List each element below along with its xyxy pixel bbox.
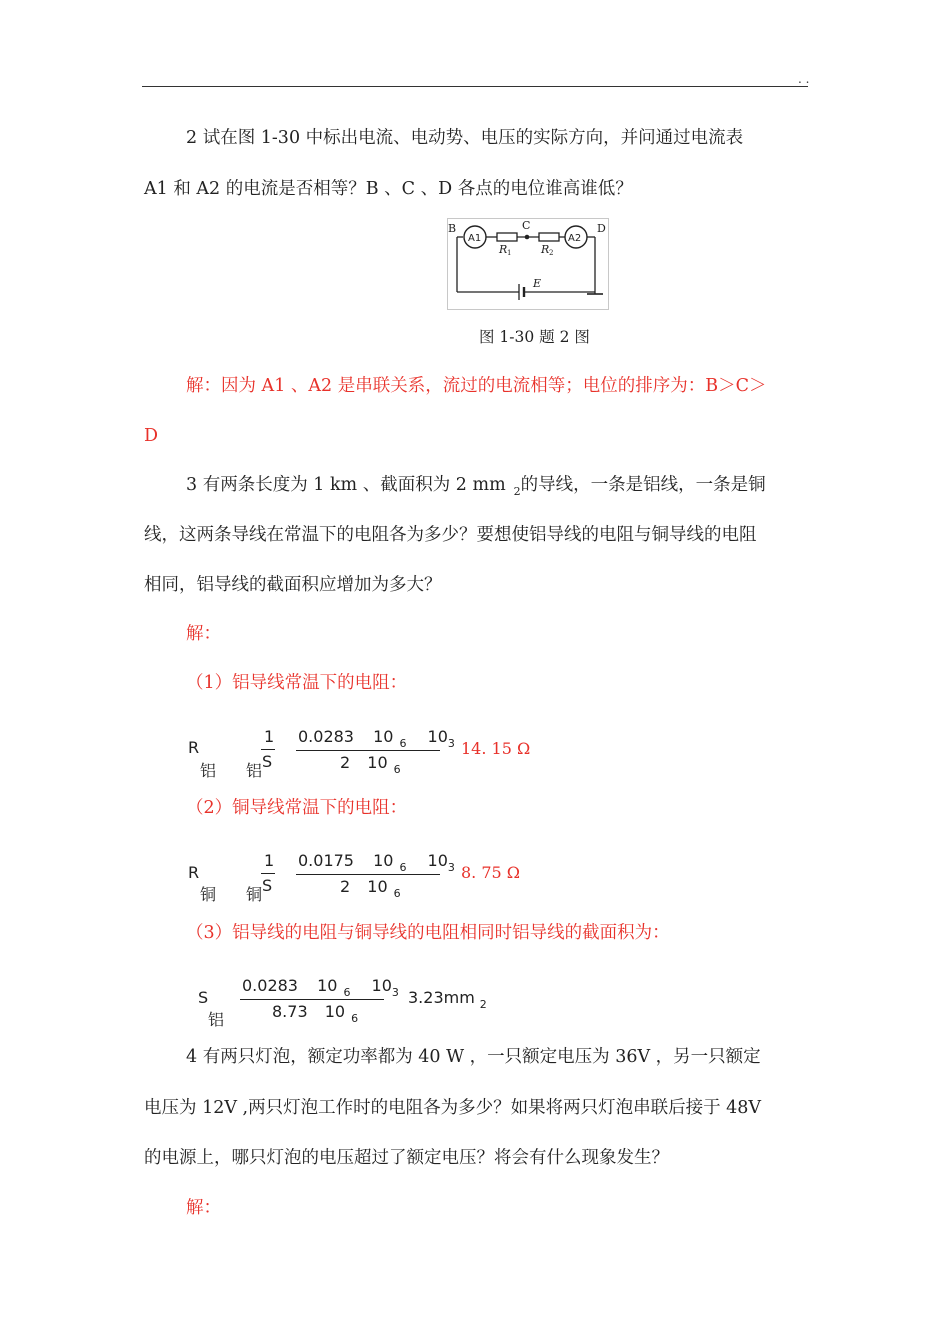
part3-num-exp1: 6	[343, 986, 351, 999]
q2-answer-line1: 解：因为 A1 、A2 是串联关系，流过的电流相等；电位的排序为：B＞C＞	[186, 376, 767, 396]
part1-num	[298, 727, 455, 750]
part1-num-exp1: 6	[399, 737, 407, 750]
part2-num	[298, 851, 455, 874]
q3-line1-tail: 的导线，一条是铝线，一条是铜	[520, 475, 766, 495]
q3-line1	[186, 474, 766, 498]
part2-den	[340, 877, 401, 900]
part3-result-sup: 2	[479, 998, 487, 1011]
part1-den-ten: 10	[367, 753, 388, 772]
label-c: C	[522, 219, 531, 232]
q2-line1: 2 试在图 1-30 中标出电流、电动势、电压的实际方向，并问通过电流表	[186, 128, 744, 148]
header-mark: . .	[798, 72, 810, 86]
part2-r-sub: 铜	[200, 885, 217, 904]
part2-den-exp: 6	[393, 887, 401, 900]
label-r1-sub: 1	[507, 249, 512, 257]
q4-line2: 电压为 12V ,两只灯泡工作时的电阻各为多少？如果将两只灯泡串联后接于 48V	[144, 1098, 762, 1118]
q3-line1-sup: 2	[513, 485, 521, 498]
part3-result-value: 3.23mm	[408, 988, 475, 1007]
part1-r: R	[188, 738, 200, 757]
q3-line1-text: 3 有两条长度为 1 km 、截面积为 2 mm	[186, 475, 506, 495]
q3-solve: 解：	[186, 624, 221, 644]
part2-one: 1	[264, 851, 275, 870]
part2-result: 8. 75 Ω	[461, 863, 521, 882]
label-d: D	[597, 222, 606, 235]
label-a2: A2	[568, 233, 582, 244]
label-r2-sub: 2	[549, 249, 554, 257]
part1-num-exp2: 3	[447, 737, 455, 750]
part3-frac-bar	[240, 999, 384, 1000]
header-rule	[142, 86, 808, 87]
part1-frac-bar-2	[296, 750, 440, 751]
part3-num-ten2: 10	[371, 976, 392, 995]
part2-num-exp2: 3	[447, 861, 455, 874]
part3-num-value: 0.0283	[242, 976, 298, 995]
part2-frac-bar-1	[261, 873, 275, 874]
part3-num-ten1: 10	[317, 976, 338, 995]
part1-den-value: 2	[340, 753, 351, 772]
part2-title: （2）铜导线常温下的电阻：	[186, 798, 408, 818]
part2-r: R	[188, 863, 200, 882]
resistor-r2	[539, 233, 559, 241]
part2-rho-sub: 铜	[246, 885, 263, 904]
part3-den-exp: 6	[351, 1012, 359, 1025]
part3-title: （3）铝导线的电阻与铜导线的电阻相同时铝导线的截面积为：	[186, 923, 670, 943]
label-r1: R	[499, 243, 508, 256]
resistor-r1	[497, 233, 517, 241]
node-c-dot	[525, 235, 530, 240]
part1-num-ten1: 10	[373, 727, 394, 746]
q3-line3: 相同，铝导线的截面积应增加为多大？	[144, 575, 442, 595]
label-r2: R	[541, 243, 550, 256]
part2-frac-bar-2	[296, 874, 440, 875]
q2-line2: A1 和 A2 的电流是否相等？B 、C 、D 各点的电位谁高谁低？	[144, 179, 633, 199]
part1-result: 14. 15 Ω	[461, 739, 531, 758]
label-e: E	[533, 277, 542, 290]
part3-num-exp2: 3	[391, 986, 399, 999]
part2-s: S	[262, 876, 273, 895]
part3-num	[242, 976, 399, 999]
part2-num-exp1: 6	[399, 861, 407, 874]
part2-num-ten1: 10	[373, 851, 394, 870]
part3-den-value: 8.73	[272, 1002, 308, 1021]
part2-num-value: 0.0175	[298, 851, 354, 870]
q2-answer-line2: D	[144, 426, 159, 446]
part1-den	[340, 753, 401, 776]
part2-den-ten: 10	[367, 877, 388, 896]
label-b: B	[448, 222, 457, 235]
q4-solve: 解：	[186, 1198, 221, 1218]
part2-num-ten2: 10	[427, 851, 448, 870]
part3-s: S	[198, 988, 209, 1007]
part3-den-ten: 10	[324, 1002, 346, 1021]
part2-den-value: 2	[340, 877, 351, 896]
part3-result	[408, 988, 487, 1011]
part1-s: S	[262, 752, 273, 771]
part1-r-sub: 铝	[200, 761, 217, 780]
part1-title: （1）铝导线常温下的电阻：	[186, 673, 408, 693]
part1-one: 1	[264, 727, 275, 746]
q4-line3: 的电源上，哪只灯泡的电压超过了额定电压？将会有什么现象发生？	[144, 1148, 669, 1168]
part1-num-value: 0.0283	[298, 727, 354, 746]
label-a1: A1	[468, 233, 482, 244]
figure-caption: 图 1-30 题 2 图	[479, 328, 590, 346]
circuit-figure	[447, 218, 609, 310]
part1-rho-sub: 铝	[246, 761, 263, 780]
part1-frac-bar-1	[261, 749, 275, 750]
part3-den	[272, 1002, 359, 1025]
part1-num-ten2: 10	[427, 727, 448, 746]
part3-s-sub: 铝	[208, 1010, 225, 1029]
q4-line1: 4 有两只灯泡，额定功率都为 40 W ，一只额定电压为 36V ，另一只额定	[186, 1047, 761, 1067]
part1-den-exp: 6	[393, 763, 401, 776]
q3-line2: 线，这两条导线在常温下的电阻各为多少？要想使铝导线的电阻与铜导线的电阻	[144, 525, 757, 545]
